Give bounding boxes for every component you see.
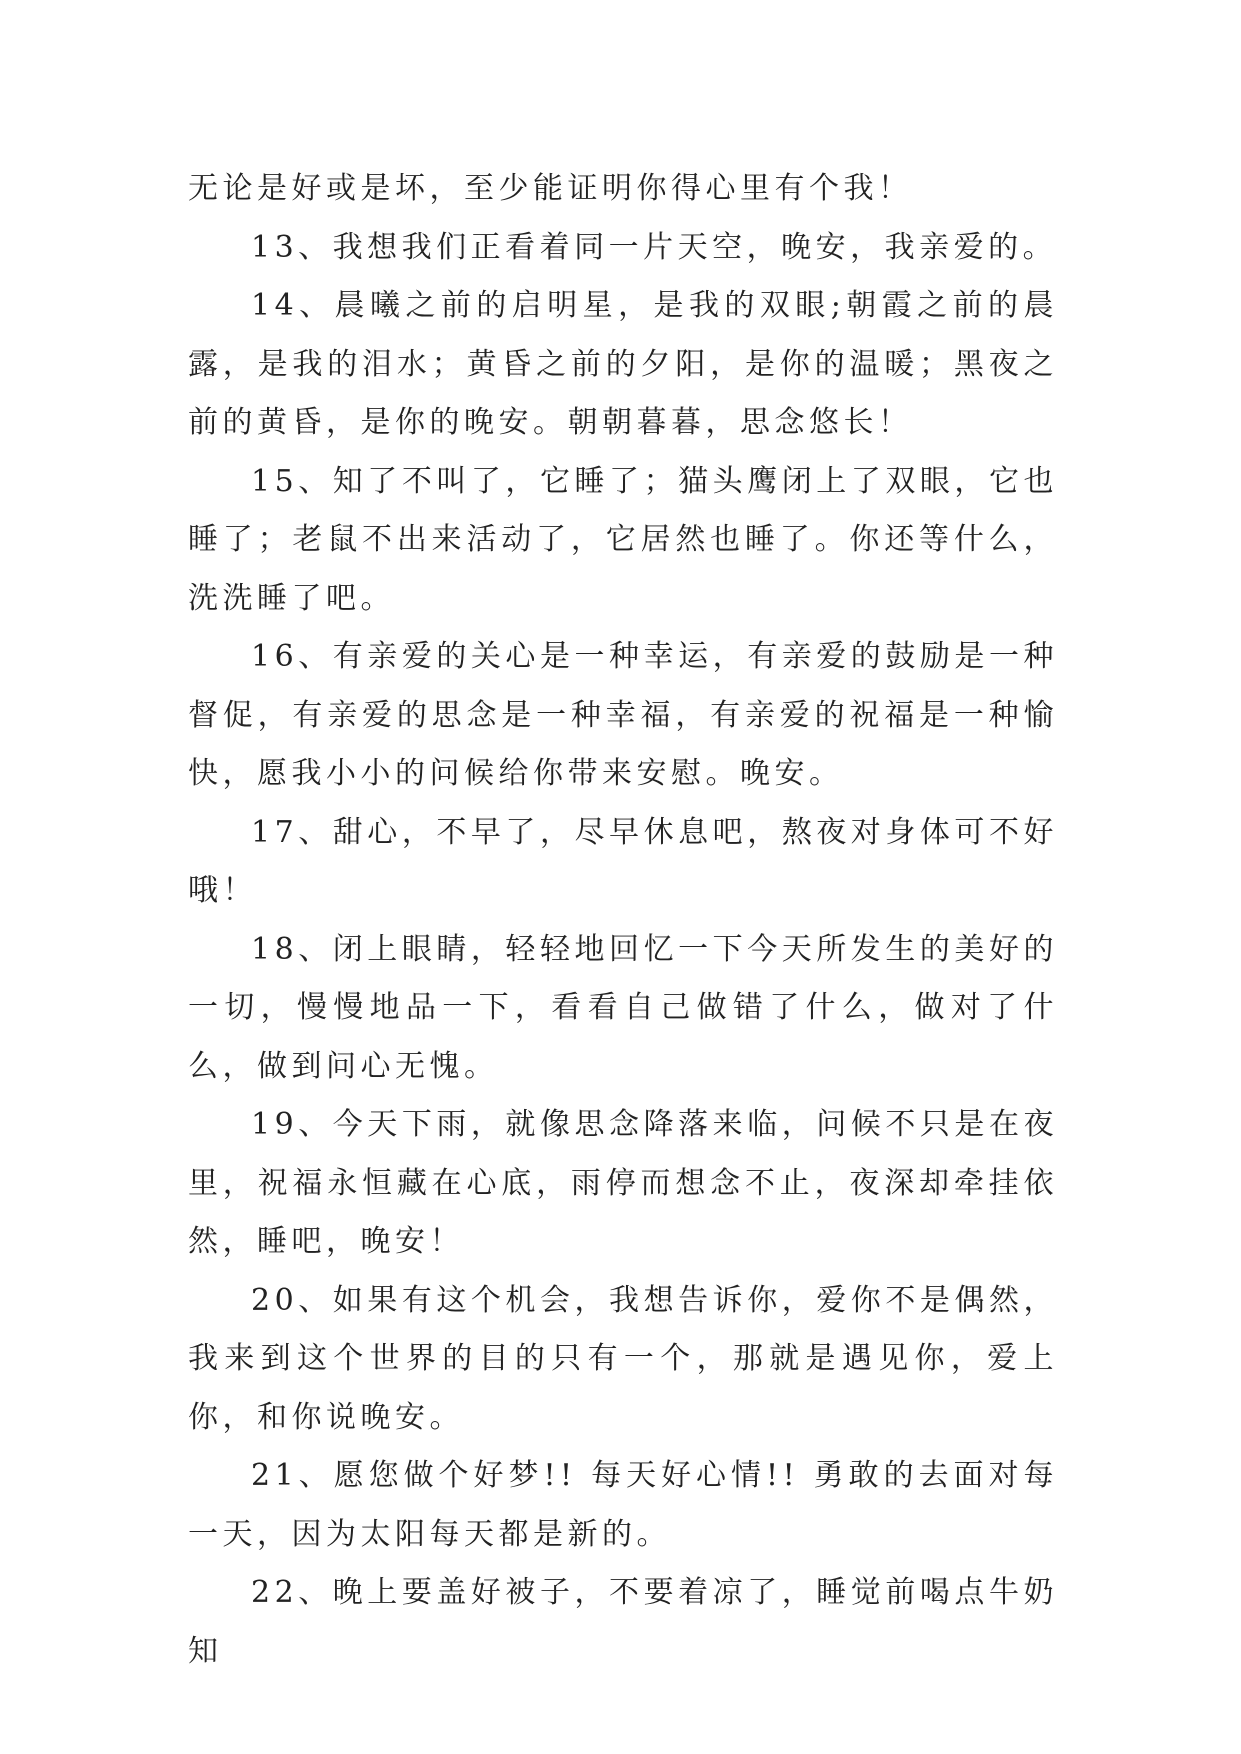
paragraph-15: 15、知了不叫了，它睡了；猫头鹰闭上了双眼，它也睡了；老鼠不出来活动了，它居然也睡了。你还等什么，洗洗睡了吧。 xyxy=(188,463,1058,616)
paragraph-14: 14、晨曦之前的启明星，是我的双眼;朝霞之前的晨露，是我的泪水；黄昏之前的夕阳，是你的温暖；黑夜之前的黄昏，是你的晚安。朝朝暮暮，思念悠长！ xyxy=(188,288,1058,440)
paragraph-22: 22、晚上要盖好被子，不要着凉了，睡觉前喝点牛奶知 xyxy=(188,1575,1058,1669)
paragraph-20: 20、如果有这个机会，我想告诉你，爱你不是偶然，我来到这个世界的目的只有一个，那就是遇见你，爱上你，和你说晚安。 xyxy=(188,1282,1058,1435)
document-body xyxy=(188,160,1058,1681)
paragraph-13: 13、我想我们正看着同一片天空，晚安，我亲爱的。 xyxy=(251,229,1058,265)
paragraph-21: 21、愿您做个好梦!! 每天好心情!! 勇敢的去面对每一天，因为太阳每天都是新的。 xyxy=(188,1458,1058,1552)
paragraph-continuation: 无论是好或是坏，至少能证明你得心里有个我！ xyxy=(188,171,913,206)
paragraph-16: 16、有亲爱的关心是一种幸运，有亲爱的鼓励是一种督促，有亲爱的思念是一种幸福，有亲爱的祝福是一种愉快，愿我小小的问候给你带来安慰。晚安。 xyxy=(188,639,1058,791)
paragraph-17: 17、甜心，不早了，尽早休息吧，熬夜对身体可不好哦！ xyxy=(188,814,1058,908)
paragraph-19: 19、今天下雨，就像思念降落来临，问候不只是在夜里，祝福永恒藏在心底，雨停而想念不止，夜深却牵挂依然，睡吧，晚安！ xyxy=(188,1107,1058,1259)
paragraph-18: 18、闭上眼睛，轻轻地回忆一下今天所发生的美好的一切，慢慢地品一下，看看自己做错了什么，做对了什么，做到问心无愧。 xyxy=(188,931,1058,1084)
